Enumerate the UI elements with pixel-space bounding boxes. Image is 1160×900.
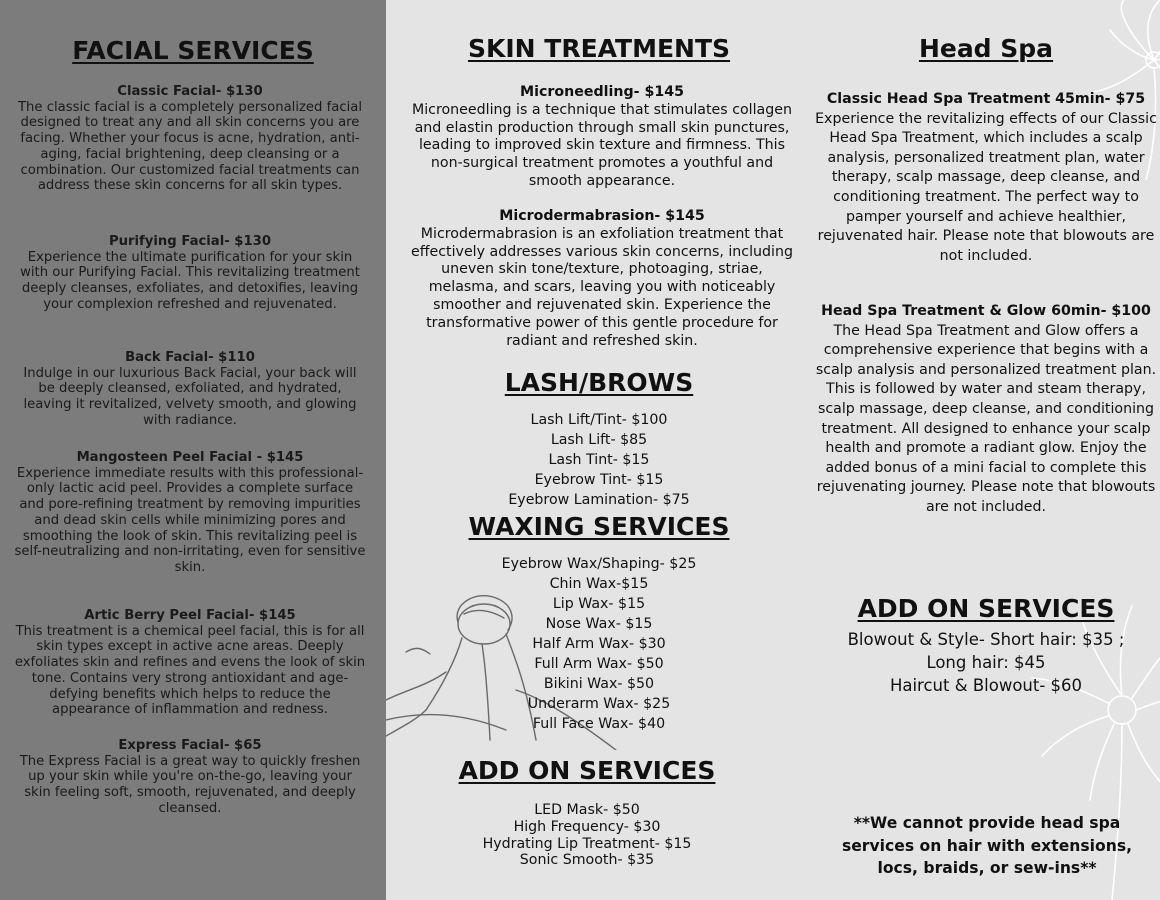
list-item: High Frequency- $30 [513, 818, 661, 835]
add-on-services-list [386, 802, 800, 869]
list-item: Sonic Smooth- $35 [519, 852, 655, 869]
classic-facial-block [14, 84, 366, 194]
service-name: Microdermabrasion- $145 [499, 208, 705, 224]
service-description: Indulge in our luxurious Back Facial, your back will be deeply cleansed, exfoliated, and hydrated, leaving it revitalized, velvety smooth, and glowing with radiance. [23, 365, 357, 428]
list-item: Full Arm Wax- $50 [534, 656, 664, 672]
list-item: Full Face Wax- $40 [532, 716, 666, 732]
service-description: Experience the revitalizing effects of our Classic Head Spa Treatment, which includes a scalp analysis, personalized treatment plan, water therapy, scalp massage, deep cleanse, and conditioning treatment. The perfect way to pamper yourself and achieve healthier, rejuvenated hair. Please note that blowouts are not included. [815, 110, 1157, 264]
list-item: Chin Wax-$15 [549, 576, 649, 592]
list-item: Eyebrow Wax/Shaping- $25 [501, 556, 697, 572]
lash-brows-title: LASH/BROWS [504, 368, 694, 397]
list-item: Lash Lift/Tint- $100 [530, 412, 668, 428]
skin-treatments-panel [386, 0, 812, 900]
list-item: Eyebrow Lamination- $75 [508, 492, 690, 508]
service-name: Artic Berry Peel Facial- $145 [84, 608, 296, 623]
service-name: Microneedling- $145 [520, 84, 684, 100]
skin-treatments-title: SKIN TREATMENTS [467, 34, 731, 63]
service-description: Experience immediate results with this professional-only lactic acid peel. Provides a complete surface and pore-refining treatment by removing impurities and dead skin cells while minimizing pores and smoothing the look of skin. This revitalizing peel is self-neutralizing and non-irritating, even for sensitive skin. [14, 465, 366, 575]
list-item: Blowout & Style- Short hair: $35 ; Long hair: $45 [847, 630, 1125, 672]
list-item: Lash Lift- $85 [550, 432, 648, 448]
service-name: Express Facial- $65 [118, 738, 262, 753]
add-on-services-title: ADD ON SERVICES [458, 756, 716, 785]
service-description: Experience the ultimate purification for your skin with our Purifying Facial. This revitalizing treatment deeply cleanses, exfoliates, and detoxifies, leaving your complexion refreshed and rejuvenated. [20, 249, 360, 312]
classic-head-spa-block [812, 90, 1160, 266]
list-item: Haircut & Blowout- $60 [889, 676, 1083, 695]
head-spa-panel [812, 0, 1160, 900]
service-description: The Express Facial is a great way to quickly freshen up your skin while you're on-the-go, leaving your skin feeling soft, smooth, rejuvenated, and deeply cleansed. [19, 753, 361, 816]
facial-services-panel [0, 0, 386, 900]
list-item: Eyebrow Tint- $15 [534, 472, 664, 488]
express-facial-block [14, 738, 366, 817]
list-item: Nose Wax- $15 [545, 616, 653, 632]
head-spa-glow-block [812, 302, 1160, 518]
list-item: Underarm Wax- $25 [527, 696, 671, 712]
microneedling-block [408, 84, 796, 191]
service-description: This treatment is a chemical peel facial, this is for all skin types except in active acne areas. Deeply exfoliates skin and refines and evens the look of skin tone. Contains very strong antioxidant and age-defying benefits which helps to reduce the appearance of inflammation and redness. [14, 623, 366, 718]
list-item: Half Arm Wax- $30 [532, 636, 666, 652]
list-item: Lip Wax- $15 [552, 596, 646, 612]
service-name: Head Spa Treatment & Glow 60min- $100 [821, 303, 1151, 319]
service-name: Classic Facial- $130 [117, 84, 263, 99]
microdermabrasion-block [408, 208, 796, 350]
waxing-services-title: WAXING SERVICES [468, 512, 730, 541]
list-item: Hydrating Lip Treatment- $15 [482, 835, 692, 852]
artic-berry-peel-block [14, 608, 366, 718]
service-description: The Head Spa Treatment and Glow offers a comprehensive experience that begins with a scalp analysis and personalized treatment plan. This is followed by water and steam therapy, scalp massage, deep cleanse, and conditioning treatment. All designed to enhance your scalp health and promote a radiant glow. Enjoy the added bonus of a mini facial to complete this rejuvenating journey. Please note that blowouts are not included. [815, 322, 1157, 515]
service-name: Back Facial- $110 [125, 350, 255, 365]
head-spa-note: **We cannot provide head spa services on hair with extensions, locs, braids, or sew-ins** [841, 814, 1133, 877]
service-description: Microneedling is a technique that stimulates collagen and elastin production through small skin punctures, leading to improved skin texture and firmness. This non-surgical treatment promotes a youthful and smooth appearance. [412, 101, 792, 189]
add-on-services-list [812, 628, 1160, 697]
service-description: The classic facial is a completely personalized facial designed to treat any and all skin concerns you are facing. Whether your focus is acne, hydration, anti-aging, facial brightening, deep cleansing or a combination. Our customized facial treatments can address these skin concerns for all skin types. [18, 99, 362, 194]
service-name: Classic Head Spa Treatment 45min- $75 [826, 91, 1146, 107]
head-spa-title: Head Spa [918, 34, 1054, 63]
purifying-facial-block [14, 234, 366, 313]
list-item: Bikini Wax- $50 [543, 676, 655, 692]
back-facial-block [14, 350, 366, 429]
facial-services-title: FACIAL SERVICES [72, 36, 314, 65]
service-description: Microdermabrasion is an exfoliation treatment that effectively addresses various skin concerns, including uneven skin tone/texture, photoaging, striae, melasma, and scars, leaving you with noticeably smoother and rejuvenated skin. Experience the transformative power of this gentle procedure for radiant and refreshed skin. [411, 225, 793, 349]
waxing-services-list [386, 554, 812, 734]
list-item: Lash Tint- $15 [548, 452, 650, 468]
mangosteen-peel-block [14, 450, 366, 576]
service-name: Mangosteen Peel Facial - $145 [76, 450, 304, 465]
lash-brows-list [386, 410, 812, 510]
service-name: Purifying Facial- $130 [108, 234, 271, 249]
list-item: LED Mask- $50 [534, 802, 640, 818]
add-on-services-title: ADD ON SERVICES [857, 594, 1115, 623]
